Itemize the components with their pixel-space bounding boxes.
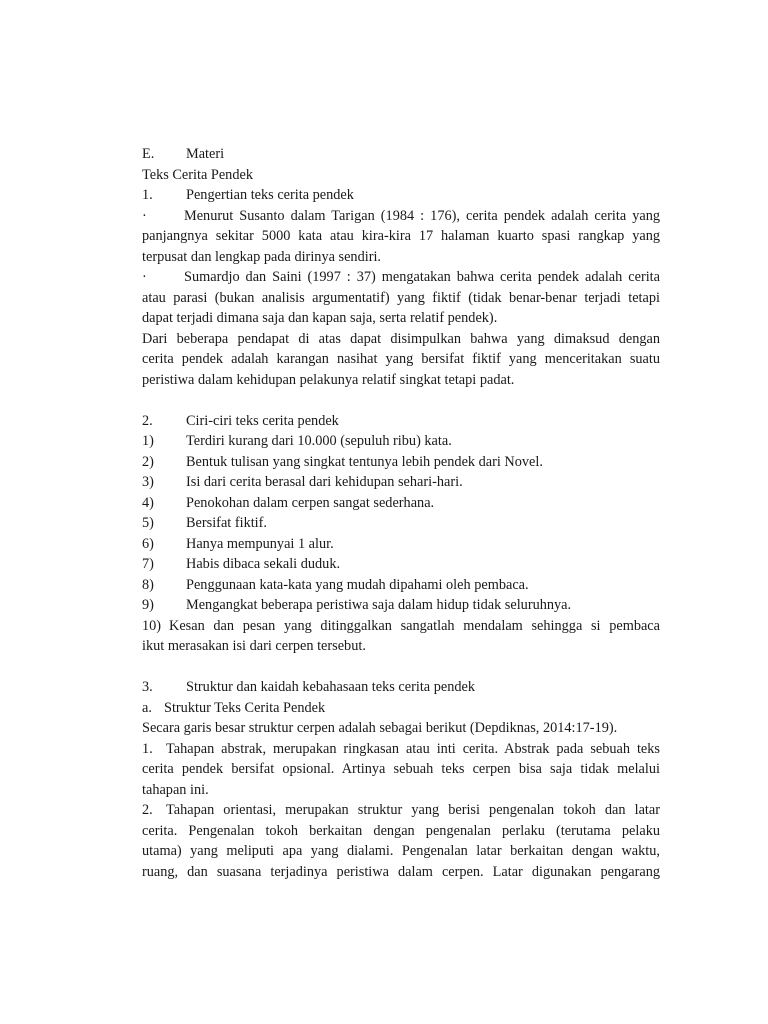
blank-line	[142, 390, 660, 411]
subsection-title: Pengertian teks cerita pendek	[186, 187, 354, 203]
bullet-paragraph-1-line: panjangnya sekitar 5000 kata atau kira-kira 17 halaman kuarto spasi rangkap yang	[142, 228, 660, 244]
list-item: 9) Mengangkat beberapa peristiwa saja dalam hidup tidak seluruhnya.	[142, 597, 572, 613]
subsection-title: Ciri-ciri teks cerita pendek	[186, 412, 339, 429]
list-item: 2) Bentuk tulisan yang singkat tentunya lebih pendek dari Novel.	[142, 453, 543, 470]
subsection-heading-1	[142, 185, 660, 206]
subsection-number: 3.	[142, 679, 153, 695]
bullet-paragraph-2-line: dapat terjadi dimana saja dan kapan saja, serta relatif pendek).	[142, 310, 498, 326]
bullet-marker: ·	[142, 207, 147, 224]
list-item: 6) Hanya mempunyai 1 alur.	[142, 535, 334, 552]
blank-line	[142, 657, 660, 678]
sub-subsection-heading	[142, 698, 660, 719]
structure-paragraph-2-line: 2. Tahapan orientasi, merupakan struktur yang berisi pengenalan tokoh dan latar	[142, 802, 660, 818]
sub-subsection-title: Struktur Teks Cerita Pendek	[164, 699, 326, 716]
conclusion-paragraph-line: cerita pendek adalah karangan nasihat yang bersifat fiktif yang menceritakan suatu	[142, 351, 660, 367]
section-title: Materi	[186, 146, 225, 162]
subsection-number: 2.	[142, 412, 153, 429]
bullet-paragraph-2-line: · Sumardjo dan Saini (1997 : 37) mengatakan bahwa cerita pendek adalah cerita	[142, 267, 660, 288]
structure-paragraph-2-line: cerita. Pengenalan tokoh berkaitan dengan pengenalan perlaku (terutama pelaku	[142, 822, 660, 839]
sub-subsection-letter: a.	[142, 699, 152, 716]
bullet-paragraph-1-line: · Menurut Susanto dalam Tarigan (1984 : 176), cerita pendek adalah cerita yang	[142, 206, 660, 227]
conclusion-paragraph-line: peristiwa dalam kehidupan pelakunya relatif singkat tetapi padat.	[142, 371, 515, 388]
structure-paragraph-1-line: tahapan ini.	[142, 781, 209, 798]
list-item: 5) Bersifat fiktif.	[142, 515, 267, 531]
bullet-marker: ·	[142, 269, 147, 285]
structure-paragraph-1-line: 1. Tahapan abstrak, merupakan ringkasan atau inti cerita. Abstrak pada sebuah teks	[142, 740, 660, 757]
structure-paragraph-2-line: utama) yang meliputi apa yang dialami. Pengenalan latar berkaitan dengan waktu,	[142, 843, 660, 859]
section-heading	[142, 144, 660, 165]
list-item: 7) Habis dibaca sekali duduk.	[142, 556, 341, 572]
list-item: 10) Kesan dan pesan yang ditinggalkan sangatlah mendalam sehingga si pembaca	[142, 617, 660, 634]
subsection-heading-2	[142, 411, 660, 432]
structure-paragraph-1-line: cerita pendek bersifat opsional. Artinya sebuah teks cerpen bisa saja tidak melalui	[142, 761, 660, 777]
bullet-paragraph-1-line: terpusat dan lengkap pada dirinya sendiri.	[142, 248, 381, 265]
document-title: Teks Cerita Pendek	[142, 166, 253, 183]
list-item: 4) Penokohan dalam cerpen sangat sederhana.	[142, 494, 435, 511]
conclusion-paragraph-line: Dari beberapa pendapat di atas dapat disimpulkan bahwa yang dimaksud dengan	[142, 330, 660, 347]
document-body	[142, 144, 660, 882]
structure-paragraph-2-line: ruang, dan suasana terjadinya peristiwa dalam cerpen. Latar digunakan pengarang	[142, 863, 660, 880]
subsection-heading-3	[142, 677, 660, 698]
subsection-number: 1.	[142, 187, 153, 203]
subsection-title: Struktur dan kaidah kebahasaan teks cerita pendek	[186, 679, 476, 695]
list-item-continuation: ikut merasakan isi dari cerpen tersebut.	[142, 638, 366, 654]
structure-intro: Secara garis besar struktur cerpen adalah sebagai berikut (Depdiknas, 2014:17-19).	[142, 720, 618, 736]
list-item: 3) Isi dari cerita berasal dari kehidupan sehari-hari.	[142, 474, 463, 490]
bullet-paragraph-2-line: atau parasi (bukan analisis argumentatif) yang fiktif (tidak benar-benar terjadi tetapi	[142, 289, 660, 306]
section-number: E.	[142, 146, 155, 162]
list-item: 8) Penggunaan kata-kata yang mudah dipahami oleh pembaca.	[142, 576, 529, 593]
list-item: 1) Terdiri kurang dari 10.000 (sepuluh ribu) kata.	[142, 433, 452, 449]
characteristics-list	[142, 431, 660, 657]
